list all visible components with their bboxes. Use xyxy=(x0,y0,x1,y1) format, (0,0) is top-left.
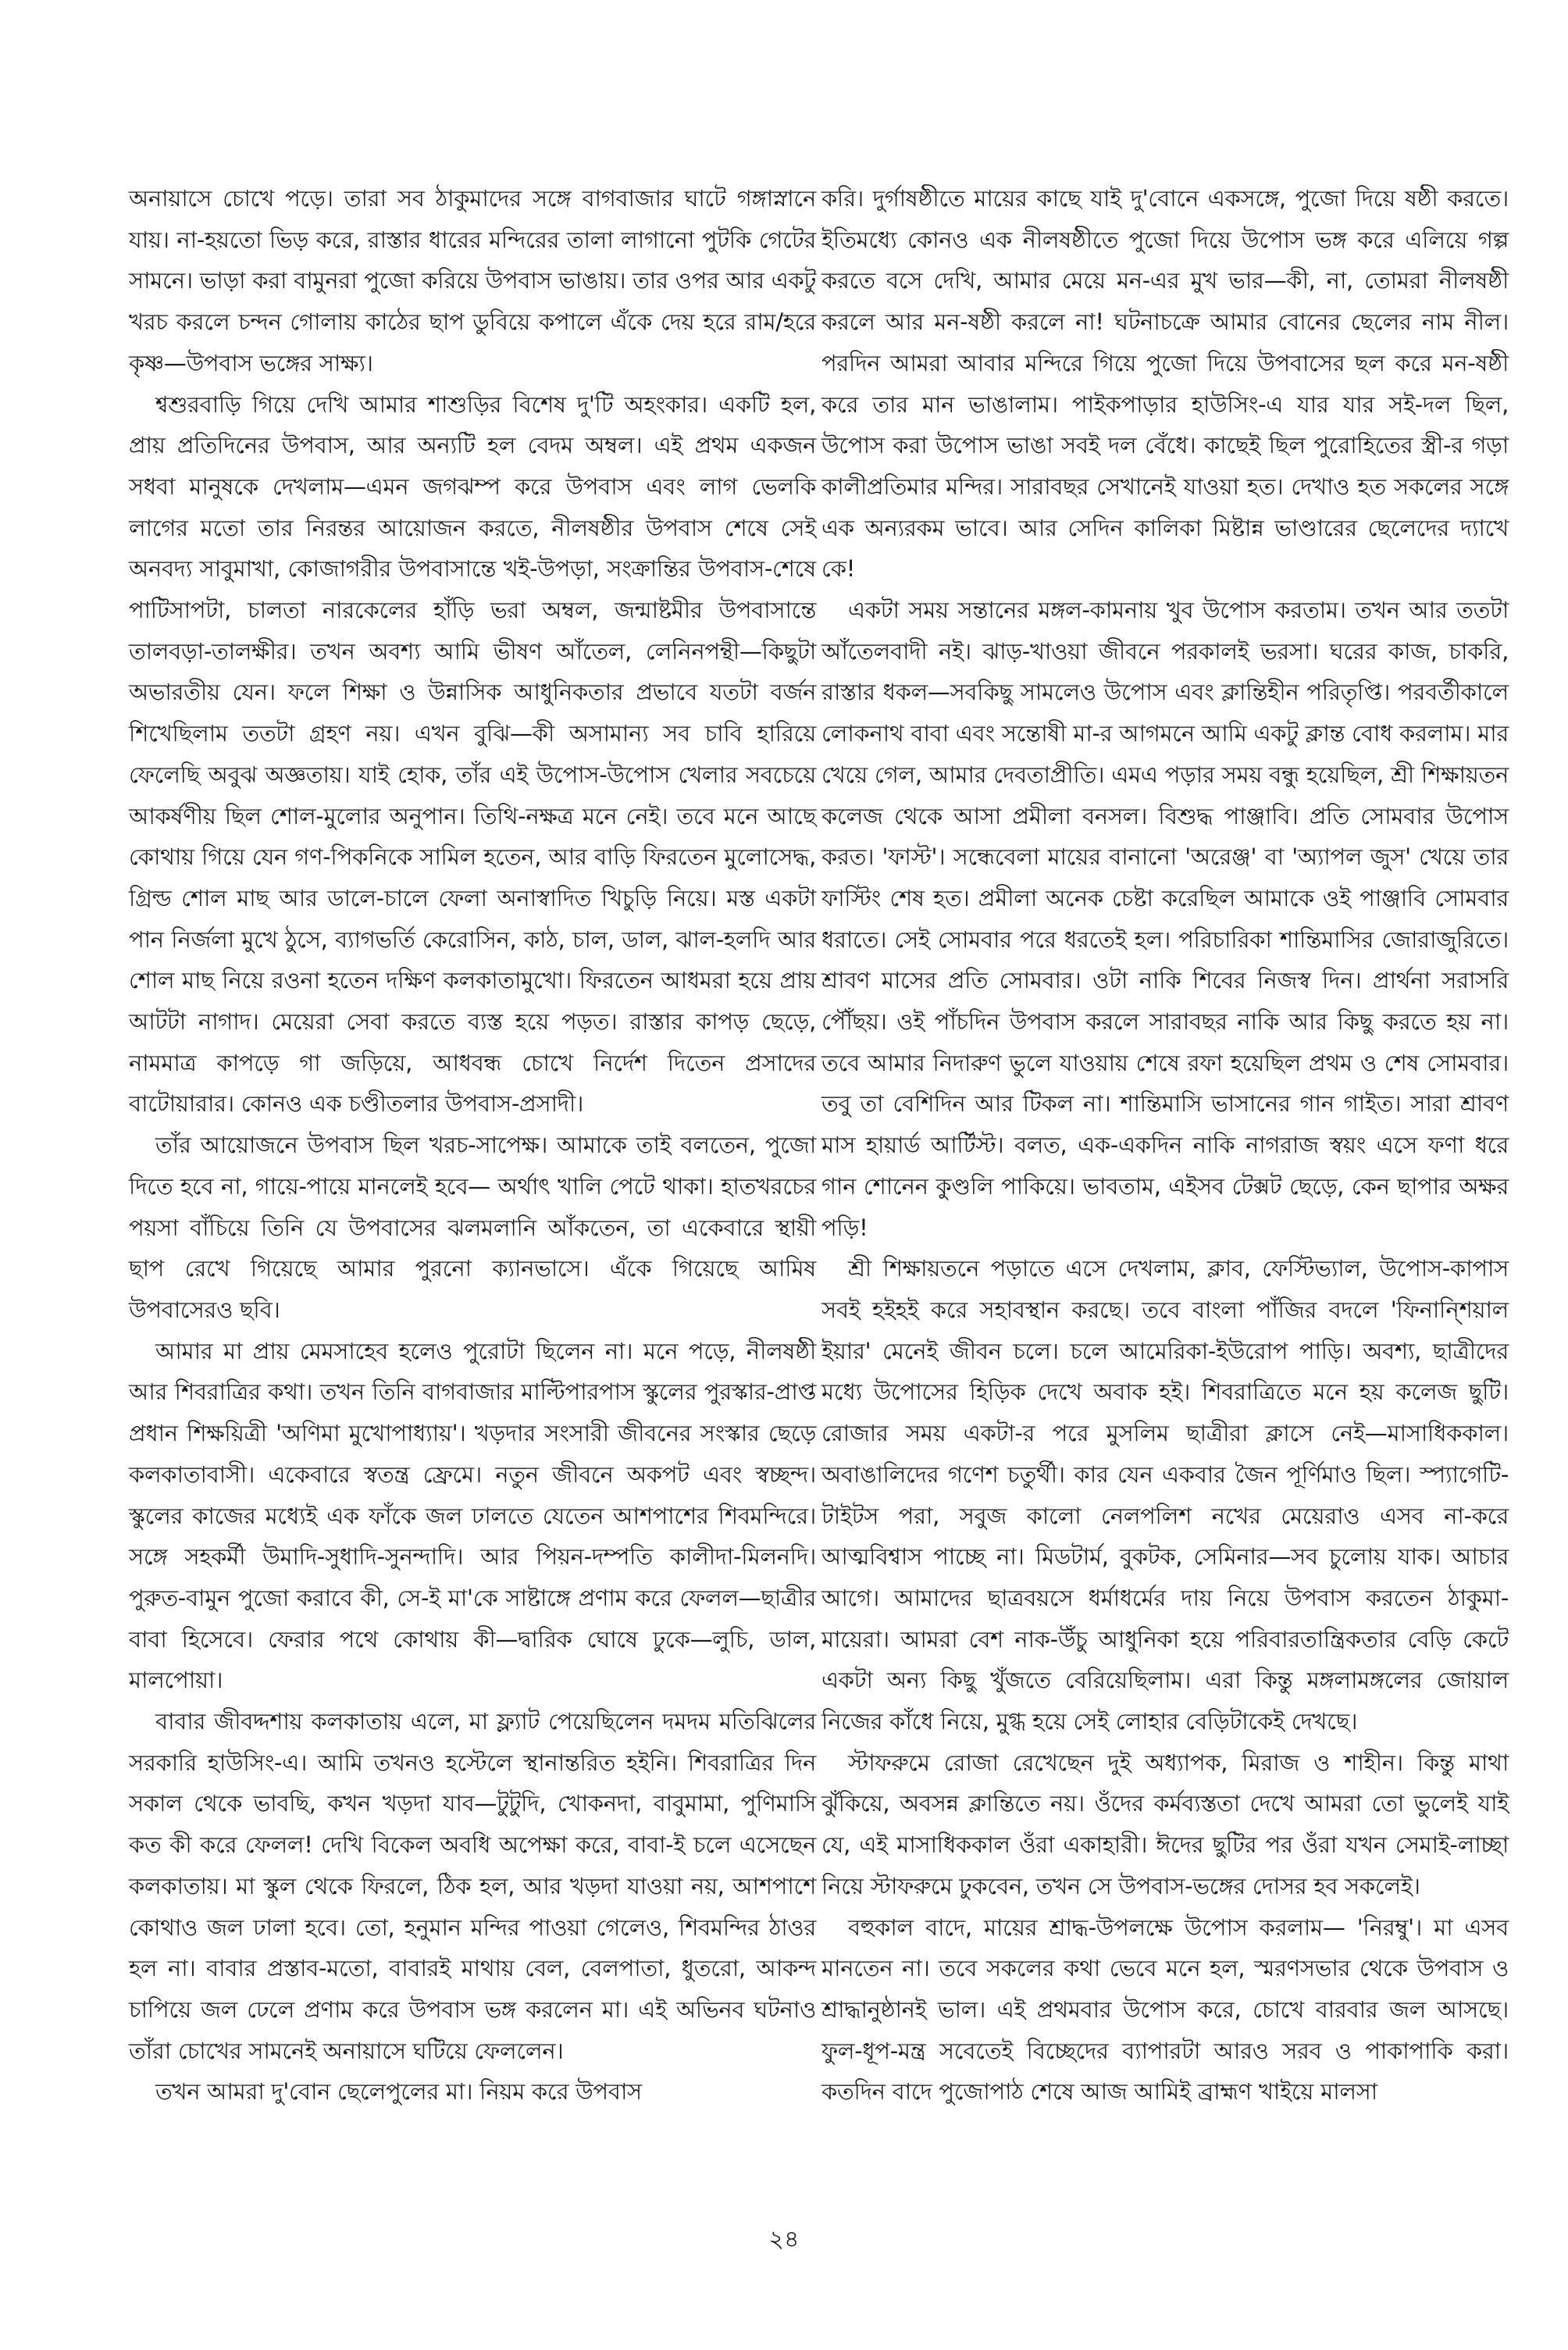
paragraph: তাঁর আয়োজনে উপবাস ছিল খরচ-সাপেক্ষ। আমাকে তাই বলতেন, পুজো দিতে হবে না, গায়ে-পায়ে মানলেই হবে— অর্থাৎ খালি পেটে থাকা। হাতখরচের পয়সা বাঁচিয়ে তিনি যে উপবাসের ঝলমলানি আঁকতেন, তা একেবারে স্থায়ী ছাপ রেখে গিয়েছে আমার পুরনো ক্যানভাসে। এঁকে গিয়েছে আমিষ উপবাসেরও ছবি। xyxy=(129,1132,816,1323)
page-number: ২৪ xyxy=(768,2226,800,2253)
right-column xyxy=(821,178,1509,2113)
paragraph: অনায়াসে চোখে পড়ে। তারা সব ঠাকুমাদের সঙ্গে বাগবাজার ঘাটে গঙ্গাস্নানে যায়। না-হয়তো ভিড় করে, রাস্তার ধারের মন্দিরের তালা লাগানো পুটকি গেটের সামনে। ভাড়া করা বামুনরা পুজো করিয়ে উপবাস ভাঙায়। তার ওপর আর একটু খরচ করলে চন্দন গোলায় কাঠের ছাপ ডুবিয়ে কপালে এঁকে দেয় হরে রাম/হরে কৃষ্ণ—উপবাস ভঙ্গের সাক্ষ্য। xyxy=(129,185,816,376)
paragraph: বাবার জীবদ্দশায় কলকাতায় এলে, মা ফ্ল্যাট পেয়েছিলেন দমদম মতিঝিলের সরকারি হাউসিং-এ। আমি তখনও হস্টেলে স্থানান্তরিত হইনি। শিবরাত্রির দিন সকাল থেকে ভাবছি, কখন খড়দা যাব—টুটুদি, খোকনদা, বাবুমামা, পুণিমাসি কত কী করে ফেলল! দেখি বিকেল অবধি অপেক্ষা করে, বাবা-ই চলে এসেছেন কলকাতায়। মা স্কুল থেকে ফিরলে, ঠিক হল, আর খড়দা যাওয়া নয়, আশপাশে কোথাও জল ঢালা হবে। তো, হনুমান মন্দির পাওয়া গেলেও, শিবমন্দির ঠাওর হল না। বাবার প্রস্তাব-মতো, বাবারই মাথায় বেল, বেলপাতা, ধুতরো, আকন্দ চাপিয়ে জল ঢেলে প্রণাম করে উপবাস ভঙ্গ করলেন মা। এই অভিনব ঘটনাও তাঁরা চোখের সামনেই অনায়াসে ঘটিয়ে ফেললেন। xyxy=(129,1708,816,2064)
paragraph: শ্বশুরবাড়ি গিয়ে দেখি আমার শাশুড়ির বিশেষ দু'টি অহংকার। একটি হল, প্রায় প্রতিদিনের উপবাস, আর অন্যটি হল বেদম অম্বল। এই প্রথম একজন সধবা মানুষকে দেখলাম—এমন জগঝম্প করে উপবাস এবং লাগ ভেলকি লাগের মতো তার নিরন্তর আয়োজন করতে, নীলষষ্ঠীর উপবাস শেষে সেই অনবদ্য সাবুমাখা, কোজাগরীর উপবাসান্তে খই-উপড়া, সংক্রান্তির উপবাস-শেষে পাটিসাপটা, চালতা নারকেলের হাঁড়ি ভরা অম্বল, জন্মাষ্টমীর উপবাসান্তে তালবড়া-তালক্ষীর। তখন অবশ্য আমি ভীষণ আঁতেল, লেনিনপন্থী—কিছুটা অভারতীয় যেন। ফলে শিক্ষা ও উন্নাসিক আধুনিকতার প্রভাবে যতটা বর্জন শিখেছিলাম ততটা গ্রহণ নয়। এখন বুঝি—কী অসামান্য সব চাবি হারিয়ে ফেলেছি অবুঝ অজ্ঞতায়। যাই হোক, তাঁর এই উপোস-উপোস খেলার সবচেয়ে আকর্ষণীয় ছিল শোল-মুলোর অনুপান। তিথি-নক্ষত্র মনে নেই। তবে মনে আছে কোথায় গিয়ে যেন গণ-পিকনিকে সামিল হতেন, আর বাড়ি ফিরতেন মুলোসেদ্ধ, গ্রিল্ড শোল মাছ আর ডালে-চালে ফেলা অনাস্বাদিত খিচুড়ি নিয়ে। মস্ত একটা পান নির্জলা মুখে ঠুসে, ব্যাগভর্তি কেরোসিন, কাঠ, চাল, ডাল, ঝাল-হলদি আর শোল মাছ নিয়ে রওনা হতেন দক্ষিণ কলকাতামুখো। ফিরতেন আধমরা হয়ে প্রায় আটটা নাগাদ। মেয়েরা সেবা করতে ব্যস্ত হয়ে পড়ত। রাস্তার কাপড় ছেড়ে, নামমাত্র কাপড়ে গা জড়িয়ে, আধবন্ধ চোখে নির্দেশ দিতেন প্রসাদের বাটোয়ারার। কোনও এক চণ্ডীতলার উপবাস-প্রসাদী। xyxy=(129,390,816,1118)
paragraph: শ্রী শিক্ষায়তনে পড়াতে এসে দেখলাম, ক্লাব, ফেস্টিভ্যাল, উপোস-কাপাস সবই হইহই করে সহাবস্থান করছে। তবে বাংলা পাঁজির বদলে 'ফিনান্শিয়াল ইয়ার' মেনেই জীবন চলে। চলে আমেরিকা-ইউরোপ পাড়ি। অবশ্য, ছাত্রীদের মধ্যে উপোসের হিড়িক দেখে অবাক হই। শিবরাত্রিতে মনে হয় কলেজ ছুটি। রোজার সময় একটা-র পরে মুসলিম ছাত্রীরা ক্লাসে নেই—মাসাধিককাল। অবাঙালিদের গণেশ চতুর্থী। কার যেন একবার জৈন পূর্ণিমাও ছিল। স্প্যাগেটি-টাইটস পরা, সবুজ কালো নেলপলিশ নখের মেয়েরাও এসব না-করে আত্মবিশ্বাস পাচ্ছে না। মিডটার্ম, বুকটক, সেমিনার—সব চুলোয় যাক। আচার আগে। আমাদের ছাত্রবয়সে ধর্মাধর্মের দায় নিয়ে উপবাস করতেন ঠাকুমা-মায়েরা। আমরা বেশ নাক-উঁচু আধুনিকা হয়ে পরিবারতান্ত্রিকতার বেড়ি কেটে একটা অন্য কিছু খুঁজতে বেরিয়েছিলাম। এরা কিন্তু মঙ্গলামঙ্গলের জোয়াল নিজের কাঁধে নিয়ে, মুগ্ধ হয়ে সেই লোহার বেড়িটাকেই দেখছে। xyxy=(821,1255,1509,1735)
left-column xyxy=(129,178,816,2113)
paragraph: আমার মা প্রায় মেমসাহেব হলেও পুরোটা ছিলেন না। মনে পড়ে, নীলষষ্ঠী আর শিবরাত্রির কথা। তখন তিনি বাগবাজার মাল্টিপারপাস স্কুলের পুরস্কার-প্রাপ্ত প্রধান শিক্ষয়িত্রী 'অণিমা মুখোপাধ্যায়'। খড়দার সংসারী জীবনের সংস্কার ছেড়ে কলকাতাবাসী। একেবারে স্বতন্ত্র ফ্রেমে। নতুন জীবনে অকপট এবং স্বচ্ছন্দ। স্কুলের কাজের মধ্যেই এক ফাঁকে জল ঢালতে যেতেন আশপাশের শিবমন্দিরে। সঙ্গে সহকর্মী উমাদি-সুধাদি-সুনন্দাদি। আর পিয়ন-দম্পতি কালীদা-মিলনদি। পুরুত-বামুন পুজো করাবে কী, সে-ই মা'কে সাষ্টাঙ্গে প্রণাম করে ফেলল—ছাত্রীর বাবা হিসেবে। ফেরার পথে কোথায় কী—দ্বারিক ঘোষে ঢুকে—লুচি, ডাল, মালপোয়া। xyxy=(129,1337,816,1694)
paragraph: একটা সময় সন্তানের মঙ্গল-কামনায় খুব উপোস করতাম। তখন আর ততটা আঁতেলবাদী নই। ঝাড়-খাওয়া জীবনে পরকালই ভরসা। ঘরের কাজ, চাকরি, রাস্তার ধকল—সবকিছু সামলেও উপোস এবং ক্লান্তিহীন পরিতৃপ্তি। পরবর্তীকালে লোকনাথ বাবা এবং সন্তোষী মা-র আগমনে আমি একটু ক্লান্ত বোধ করলাম। মার খেয়ে গেল, আমার দেবতাপ্রীতি। এমএ পড়ার সময় বন্ধু হয়েছিল, শ্রী শিক্ষায়তন কলেজ থেকে আসা প্রমীলা বনসল। বিশুদ্ধ পাঞ্জাবি। প্রতি সোমবার উপোস করত। 'ফাস্ট'। সন্ধেবেলা মায়ের বানানো 'অরেঞ্জ' বা 'অ্যাপল জুস' খেয়ে তার ফাস্টিং শেষ হত। প্রমীলা অনেক চেষ্টা করেছিল আমাকে ওই পাঞ্জাবি সোমবার ধরাতে। সেই সোমবার পরে ধরতেই হল। পরিচারিকা শান্তিমাসির জোরাজুরিতে। শ্রাবণ মাসের প্রতি সোমবার। ওটা নাকি শিবের নিজস্ব দিন। প্রার্থনা সরাসরি পৌঁছয়। ওই পাঁচদিন উপবাস করলে সারাবছর নাকি আর কিছু করতে হয় না। তবে আমার নিদারুণ ভুলে যাওয়ায় শেষে রফা হয়েছিল প্রথম ও শেষ সোমবার। তবু তা বেশিদিন আর টিকল না। শান্তিমাসি ভাসানের গান গাইত। সারা শ্রাবণ মাস হায়ার্ড আর্টিস্ট। বলত, এক-একদিন নাকি নাগরাজ স্বয়ং এসে ফণা ধরে গান শোনেন কুণ্ডলি পাকিয়ে। ভাবতাম, এইসব টেক্সট ছেড়ে, কেন ছাপার অক্ষর পড়ি! xyxy=(821,597,1509,1241)
paragraph: বহুকাল বাদে, মায়ের শ্রাদ্ধ-উপলক্ষে উপোস করলাম— 'নিরম্বু'। মা এসব মানতেন না। তবে সকলের কথা ভেবে মনে হল, স্মরণসভার থেকে উপবাস ও শ্রাদ্ধানুষ্ঠানই ভাল। এই প্রথমবার উপোস করে, চোখে বারবার জল আসছে। ফুল-ধূপ-মন্ত্র সবেতেই বিচ্ছেদের ব্যাপারটা আরও সরব ও পাকাপাকি করা। কতদিন বাদে পুজোপাঠ শেষে আজ আমিই ব্রাহ্মণ খাইয়ে মালসা xyxy=(821,1913,1509,2106)
paragraph: তখন আমরা দু'বোন ছেলেপুলের মা। নিয়ম করে উপবাস xyxy=(155,2078,642,2106)
paragraph: স্টাফরুমে রোজা রেখেছেন দুই অধ্যাপক, মিরাজ ও শাহীন। কিন্তু মাথা ঝুঁকিয়ে, অবসন্ন ক্লান্তিতে নয়। ওঁদের কর্মব্যস্ততা দেখে আমরা তো ভুলেই যাই যে, এই মাসাধিককাল ওঁরা একাহারী। ঈদের ছুটির পর ওঁরা যখন সেমাই-লাচ্ছা নিয়ে স্টাফরুমে ঢুকবেন, তখন সে উপবাস-ভঙ্গের দোসর হব সকলেই। xyxy=(821,1749,1509,1899)
paragraph: করি। দুর্গাষষ্ঠীতে মায়ের কাছে যাই দু'বোনে একসঙ্গে, পুজো দিয়ে ষষ্ঠী করতে। ইতিমধ্যে কোনও এক নীলষষ্ঠীতে পুজো দিয়ে উপোস ভঙ্গ করে এলিয়ে গল্প করতে বসে দেখি, আমার মেয়ে মন-এর মুখ ভার—কী, না, তোমরা নীলষষ্ঠী করলে আর মন-ষষ্ঠী করলে না! ঘটনাচক্রে আমার বোনের ছেলের নাম নীল। পরদিন আমরা আবার মন্দিরে গিয়ে পুজো দিয়ে উপবাসের ছল করে মন-ষষ্ঠী করে তার মান ভাঙালাম। পাইকপাড়ার হাউসিং-এ যার যার সই-দল ছিল, উপোস করা উপোস ভাঙা সবই দল বেঁধে। কাছেই ছিল পুরোহিতের স্ত্রী-র গড়া কালীপ্রতিমার মন্দির। সারাবছর সেখানেই যাওয়া হত। দেখাও হত সকলের সঙ্গে এক অন্যরকম ভাবে। আর সেদিন কালিকা মিষ্টান্ন ভাণ্ডারের ছেলেদের দ্যাখে কে! xyxy=(821,185,1509,583)
